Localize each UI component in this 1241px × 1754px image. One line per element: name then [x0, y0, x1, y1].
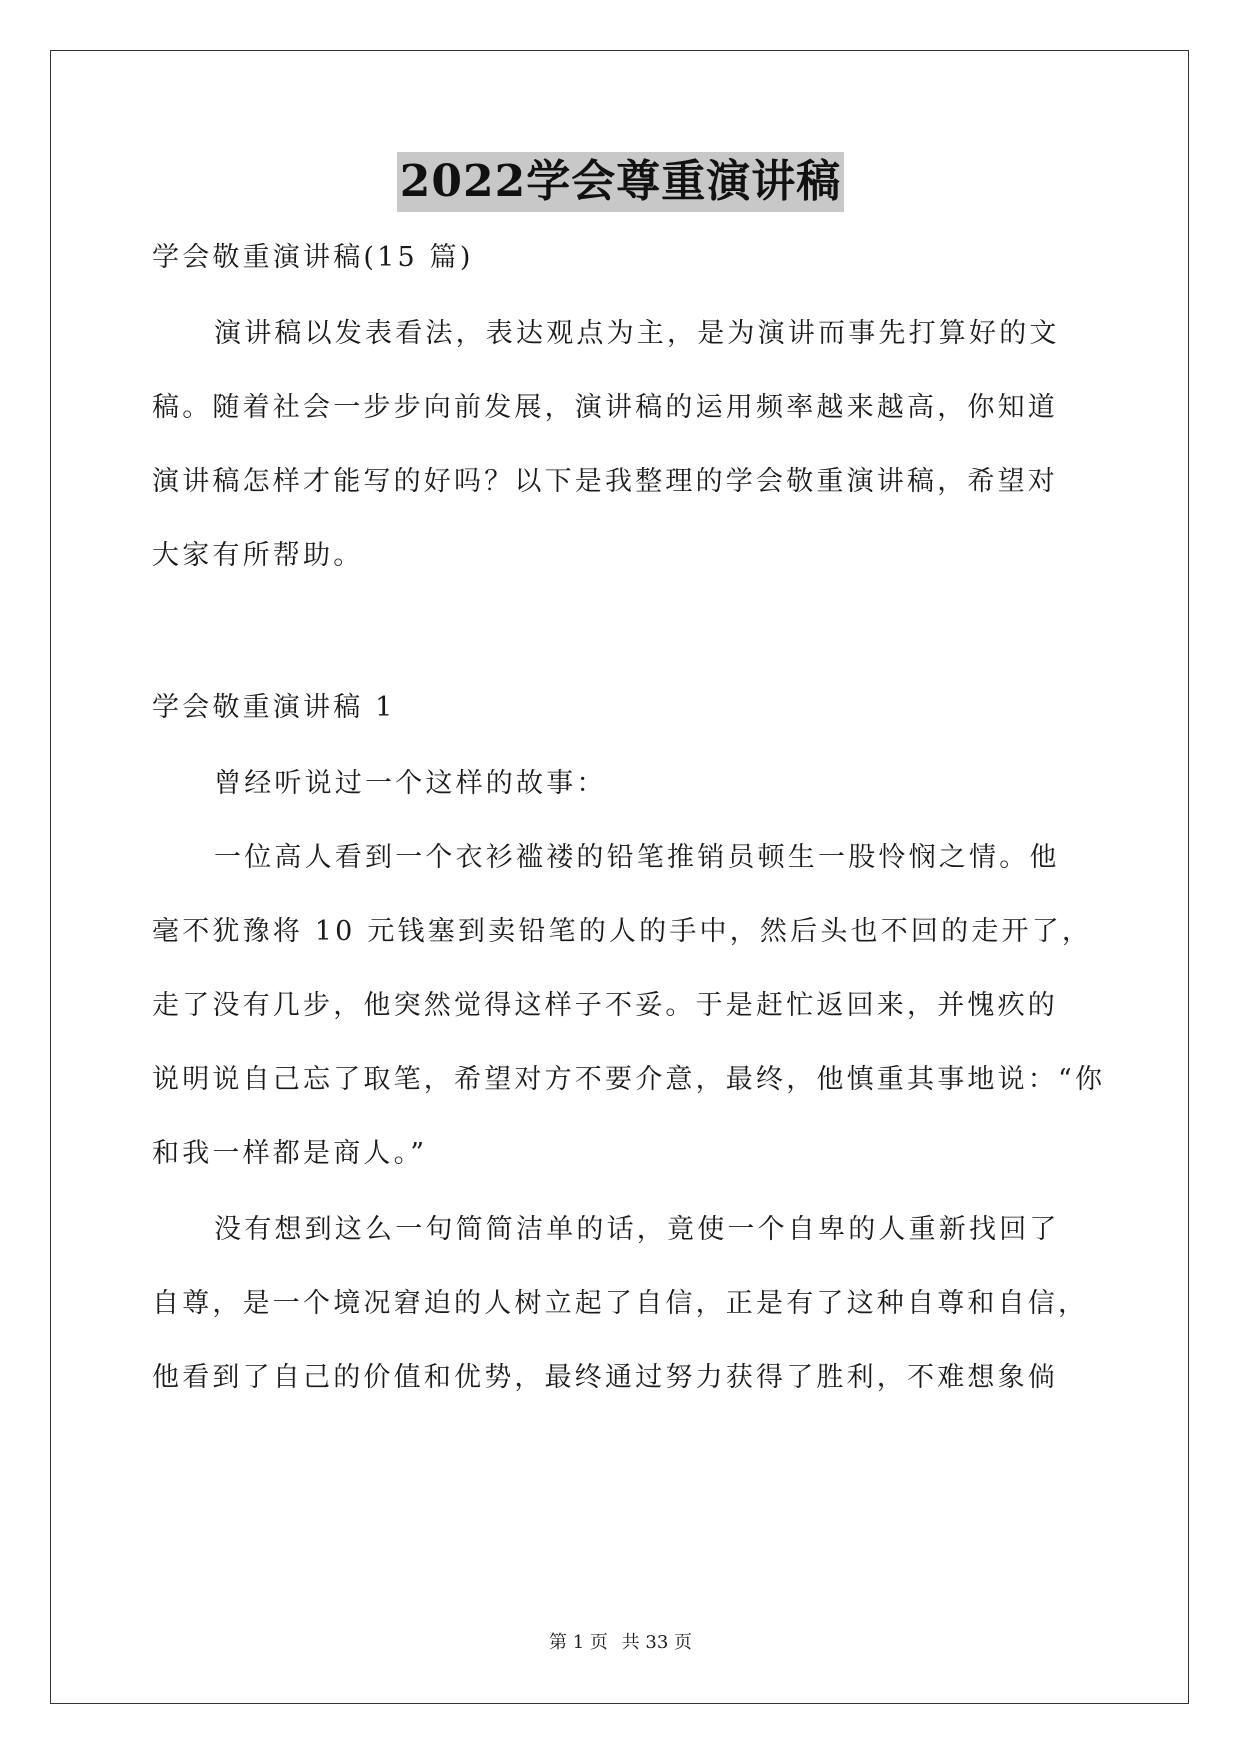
document-title: 2022学会尊重演讲稿	[397, 152, 844, 212]
page-number: 第 1 页	[549, 1632, 608, 1653]
section-line-7: 没有想到这么一句简简洁单的话，竟使一个自卑的人重新找回了	[214, 1214, 1060, 1245]
section-line-9: 他看到了自己的价值和优势，最终通过努力获得了胜利，不难想象倘	[152, 1362, 1058, 1393]
intro-line-1: 演讲稿以发表看法，表达观点为主，是为演讲而事先打算好的文	[214, 318, 1060, 349]
section-line-2: 一位高人看到一个衣衫褴褛的铅笔推销员顿生一股怜悯之情。他	[214, 842, 1060, 873]
section-line-5: 说明说自己忘了取笔，希望对方不要介意，最终，他慎重其事地说：“你	[152, 1064, 1106, 1095]
section-line-1: 曾经听说过一个这样的故事：	[214, 768, 607, 799]
section-line-3: 毫不犹豫将 10 元钱塞到卖铅笔的人的手中，然后头也不回的走开了，	[152, 916, 1093, 947]
section-line-4: 走了没有几步，他突然觉得这样子不妥。于是赶忙返回来，并愧疚的	[152, 990, 1058, 1021]
page-total: 共 33 页	[621, 1632, 692, 1653]
section-line-6: 和我一样都是商人。”	[152, 1138, 428, 1169]
document-subtitle: 学会敬重演讲稿(15 篇)	[152, 242, 474, 273]
intro-line-3: 演讲稿怎样才能写的好吗？以下是我整理的学会敬重演讲稿，希望对	[152, 466, 1058, 497]
section-heading: 学会敬重演讲稿 1	[152, 692, 396, 723]
page-footer	[0, 1628, 1241, 1654]
intro-line-2: 稿。随着社会一步步向前发展，演讲稿的运用频率越来越高，你知道	[152, 392, 1058, 423]
intro-line-4: 大家有所帮助。	[152, 540, 364, 571]
section-line-8: 自尊，是一个境况窘迫的人树立起了自信，正是有了这种自尊和自信，	[152, 1288, 1089, 1319]
title-container	[0, 152, 1241, 212]
